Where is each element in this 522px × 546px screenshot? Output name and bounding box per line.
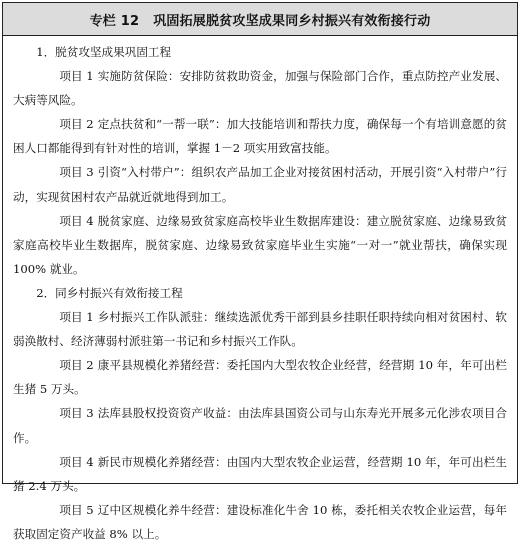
project-paragraph (13, 112, 507, 160)
column-title: 巩固拓展脱贫攻坚成果同乡村振兴有效衔接行动 (153, 13, 431, 29)
project-label: 项目 4 (59, 454, 94, 469)
project-text: 实施防贫保险：安排防贫救助资金，加强与保险部门合作，重点防控产业发展、大病等风险。 (13, 69, 507, 108)
project-paragraph (13, 160, 507, 208)
column-number: 专栏 12 (89, 13, 140, 29)
project-text: 辽中区规模化养牛经营：建设标准化牛舍 10 栋，委托相关农牧企业运营，每年获取固定资产收益 8% 以上。 (13, 502, 507, 541)
project-label: 项目 3 (59, 165, 94, 180)
section-heading: 1．脱贫攻坚成果巩固工程 (36, 45, 172, 59)
column-box (2, 2, 518, 541)
project-text: 康平县规模化养猪经营：委托国内大型农牧企业经营，经营期 10 年，年可出栏生猪 5 万头。 (13, 358, 507, 397)
project-label: 项目 1 (59, 69, 94, 84)
project-paragraph (13, 209, 507, 281)
project-paragraph (13, 498, 507, 546)
project-text: 新民市规模化养猪经营：由国内大型农牧企业运营，经营期 10 年，年可出栏生猪 2.4 万头。 (13, 454, 507, 493)
project-label: 项目 2 (59, 358, 94, 373)
project-label: 项目 5 (59, 502, 94, 517)
project-label: 项目 2 (59, 117, 94, 132)
column-header (3, 3, 517, 36)
project-label: 项目 3 (59, 406, 94, 421)
project-label: 项目 1 (59, 310, 94, 325)
project-text: 引资“入村带户”：组织农产品加工企业对接贫困村活动，开展引资“入村带户”行动，实现贫困村农产品就近就地得到加工。 (13, 165, 507, 204)
project-paragraph (13, 305, 507, 353)
project-text: 定点扶贫和“一帮一联”：加大技能培训和帮扶力度，确保每一个有培训意愿的贫困人口都能得到有针对性的培训，掌握 1－2 项实用致富技能。 (13, 117, 507, 156)
project-label: 项目 4 (59, 213, 94, 228)
project-text: 法库县股权投资资产收益：由法库县国资公司与山东寿光开展多元化涉农项目合作。 (13, 406, 507, 445)
project-paragraph (13, 64, 507, 112)
section-heading: 2．同乡村振兴有效衔接工程 (36, 285, 183, 300)
project-paragraph (13, 401, 507, 449)
project-paragraph (13, 353, 507, 401)
column-content (3, 36, 517, 546)
project-text: 乡村振兴工作队派驻：继续选派优秀干部到县乡挂职任职持续向相对贫困村、软弱涣散村、经济薄弱村派驻第一书记和乡村振兴工作队。 (13, 310, 507, 349)
project-text: 脱贫家庭、边缘易致贫家庭高校毕业生数据库建设：建立脱贫家庭、边缘易致贫家庭高校毕业生数据库，脱贫家庭、边缘易致贫家庭毕业生实施“一对一”就业帮扶，确保实现 100% 就业。 (13, 213, 507, 276)
project-paragraph (13, 450, 507, 498)
